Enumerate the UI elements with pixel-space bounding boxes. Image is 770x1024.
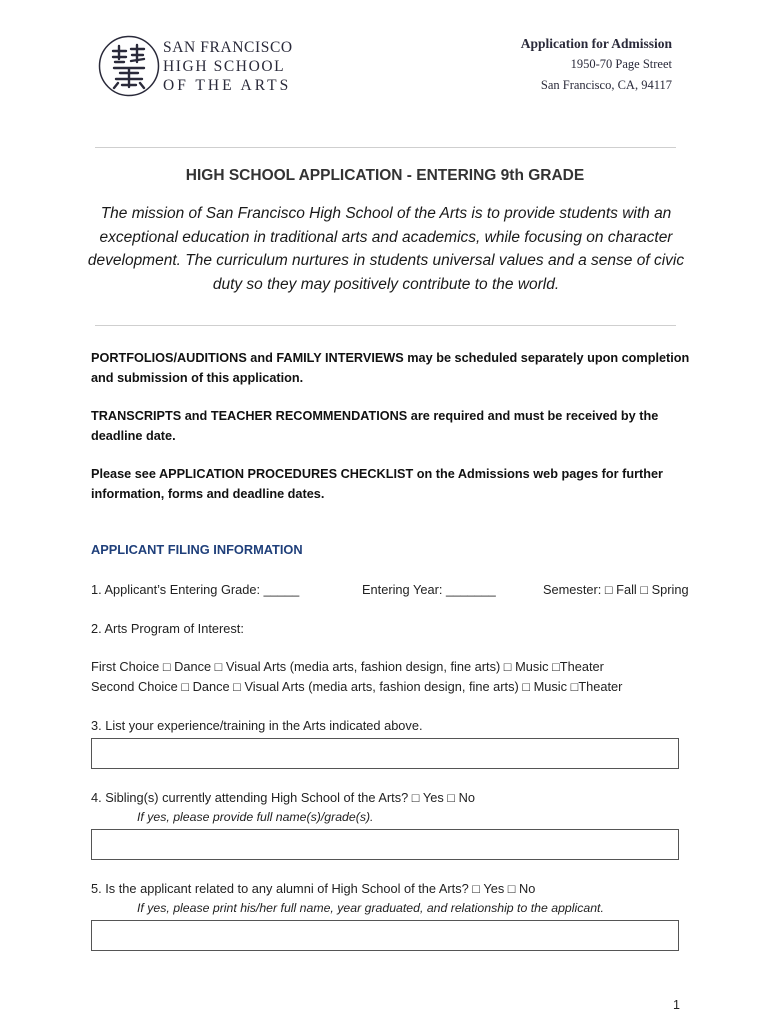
school-name-logo-text [163, 38, 293, 95]
experience-input-box[interactable] [91, 738, 679, 769]
address-street: 1950-70 Page Street [570, 57, 672, 71]
divider-top [95, 147, 676, 148]
semester-checkboxes[interactable]: Semester: □ Fall □ Spring [543, 582, 689, 597]
entering-grade-field[interactable]: 1. Applicant’s Entering Grade: _____ [91, 582, 300, 597]
logo-line-2: HIGH SCHOOL [163, 58, 286, 75]
page-number: 1 [673, 998, 680, 1012]
notice-checklist: Please see APPLICATION PROCEDURES CHECKLIST on the Admissions web pages for further information, forms and deadline dates. [91, 467, 663, 501]
divider-middle [95, 325, 676, 326]
section-heading: APPLICANT FILING INFORMATION [91, 542, 303, 557]
entering-year-field[interactable]: Entering Year: _______ [362, 582, 496, 597]
logo-line-3: OF THE ARTS [163, 77, 292, 94]
school-logo-icon [98, 35, 160, 97]
mission-statement: The mission of San Francisco High School of the Arts is to provide students with an exceptional education in traditional arts and academics, while focusing on character development. The curriculum nurtures in students universal values and a sense of civic duty so they may positively contribute to the world. [87, 205, 685, 293]
address-city: San Francisco, CA, 94117 [540, 78, 672, 92]
sibling-input-box[interactable] [91, 829, 679, 860]
alumni-note: If yes, please print his/her full name, year graduated, and relationship to the applicant. [137, 901, 604, 915]
address-block [521, 34, 672, 96]
address-title: Application for Admission [520, 36, 672, 51]
arts-program-label: 2. Arts Program of Interest: [91, 621, 244, 636]
notice-portfolios: PORTFOLIOS/AUDITIONS and FAMILY INTERVIEWS may be scheduled separately upon completion and submission of this application. [91, 351, 690, 385]
logo-line-1: SAN FRANCISCO [163, 39, 293, 56]
alumni-question[interactable]: 5. Is the applicant related to any alumni of High School of the Arts? □ Yes □ No [91, 881, 536, 896]
first-choice-checkboxes[interactable]: First Choice □ Dance □ Visual Arts (media arts, fashion design, fine arts) □ Music □Theater [91, 659, 604, 674]
sibling-note: If yes, please provide full name(s)/grade(s). [137, 810, 374, 824]
second-choice-checkboxes[interactable]: Second Choice □ Dance □ Visual Arts (media arts, fashion design, fine arts) □ Music □Theater [91, 679, 623, 694]
notice-transcripts: TRANSCRIPTS and TEACHER RECOMMENDATIONS are required and must be received by the deadline date. [91, 409, 659, 443]
page-title: HIGH SCHOOL APPLICATION - ENTERING 9th GRADE [185, 167, 585, 184]
alumni-input-box[interactable] [91, 920, 679, 951]
experience-label: 3. List your experience/training in the Arts indicated above. [91, 718, 423, 733]
sibling-question[interactable]: 4. Sibling(s) currently attending High School of the Arts? □ Yes □ No [91, 790, 475, 805]
